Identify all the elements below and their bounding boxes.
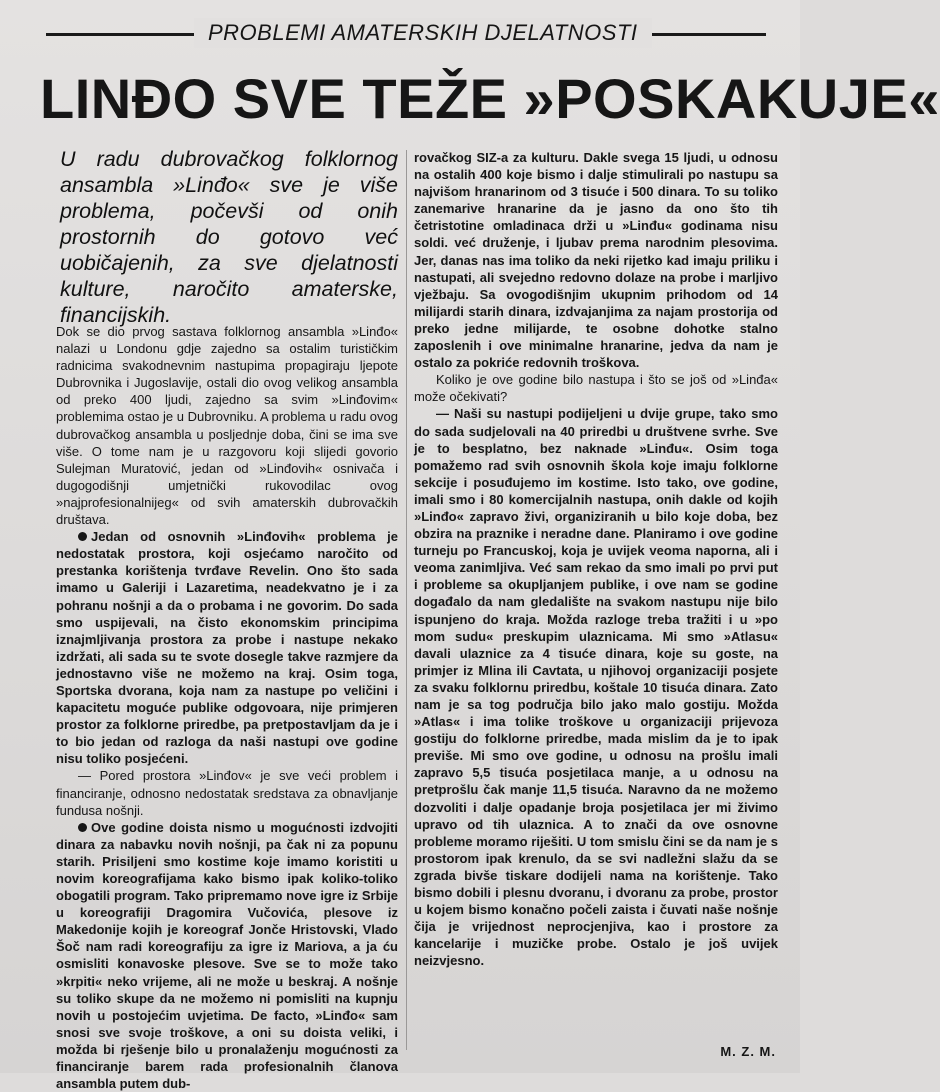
paragraph-question-financing: — Pored prostora »Linđov« je sve veći problem i financiranje, odnosno nedostatak sredstava za obnavljanje fundusa nošnji.: [56, 768, 398, 818]
paragraph-intro: Dok se dio prvog sastava folklornog ansambla »Linđo« nalazi u Londonu gdje zajedno sa ostalim turističkim radnicima svakodnevnim nastupima propagiraju ljepote Dubrovnika i Jugoslavije, ostali dio ovog velikog ansambla od preko 400 ljudi, zajedno sa svim »Linđovim« problemima ostao je u Dubrovniku. A problema u radu ovog dubrovačkog ansambla u posljednje doba, čini se ima sve više. O tome nam je u razgovoru koji slijedi govorio Sulejman Muratović, jedan od »Linđovih« osnivača i dugogodišnji umjetnički rukovodilac ovog »najprofesionalnijeg« od svih amaterskih dubrovačkih društava.: [56, 324, 398, 528]
paragraph-costumes: [56, 819, 398, 1092]
paragraph-space-problem: [56, 528, 398, 767]
headline: LINĐO SVE TEŽE »POSKAKUJE«: [40, 67, 940, 130]
bullet-icon: [78, 823, 87, 832]
paragraph-costumes-text: Ove godine doista nismo u mogućnosti izdvojiti dinara za nabavku novih nošnji, pa čak ni za popunu starih. Prisiljeni smo kostime koje imamo koristiti u novim koreografijama kako bismo ipak koliko-toliko obogatili program. Tako pripremamo nove igre iz Srbije u koreografiji Dragomira Vučovića, plesove iz Makedonije kojih je koreograf Jonče Hristovski, Vlado Šoč nam radi koreografiju za igre iz Mariova, a ja ću osmisliti konavoske plesove. Sve se to može tako »krpiti« neko vrijeme, ali ne može u beskraj. A nošnje su toliko skupe da ne možemo ni pomisliti na kupnju novih u postojećim uvjetima. De facto, »Linđo« sam snosi sve svoje troškove, a oni su doista veliki, i možda bi rješenje bilo u pronalaženju mogućnosti za financiranje barem rada profesionalnih članova ansambla putem dub-: [56, 819, 398, 1092]
column-divider: [406, 150, 407, 1050]
paragraph-question-performances: Koliko je ove godine bilo nastupa i što se još od »Linđa« može očekivati?: [414, 372, 778, 405]
bullet-icon: [78, 532, 87, 541]
left-column: [56, 323, 398, 1092]
paragraph-performances: — Naši su nastupi podijeljeni u dvije grupe, tako smo do sada sudjelovali na 40 priredbi u društvene svrhe. Sve je to besplatno, bez naknade »Linđu«. Osim toga pomažemo rad svih osnovnih škola koje imaju folklorne sekcije i posuđujemo im kostime. Isto tako, ove godine, imali smo i 80 komercijalnih nastupa, onih dakle od kojih »Linđo« zapravo živi, organiziranih u bilo koje doba, bez obzira na praznike i neradne dane. Planiramo i ove godine turneju po Francuskoj, koja je uvijek veoma naporna, ali i veoma zanimljiva. Već sam rekao da smo imali po prvi put i probleme sa okupljanjem publike, i ove nam se godine događalo da nam gledalište na svakom nastupu nije bilo ispunjeno do kraja. Možda razloge treba tražiti i u »po mom sudu« preskupim ulaznicama. Mi smo »Atlasu« davali ulaznice za 4 tisuće dinara, koje su goste, na primjer iz Mlina ili Cavtata, u njihovoj organizaciji posjete za svaku folklornu priredbu, koštale 10 tisuća dinara. Zato nam je sa tog područja bilo jako malo gostiju. Možda »Atlas« i ima tolike troškove u organizaciji prijevoza gostiju do folklorne priredbe, mada mislim da je to ipak previše. Mi smo ove godine, u odnosu na prošlu imali zapravo 5,5 tisuća posjetilaca manje, a u odnosu na pretprošlu čak manje 11,5 tisuća. Naravno da ne možemo dozvoliti i dalje opadanje broja posjetilaca jer mi živimo upravo od tih ulaznica. A to znači da ove osnovne probleme moramo riješiti. U tom smislu čini se da nam je s prostorom ipak krenulo, da se svi nadležni slažu da se zgrada bivše tiskare dodijeli nama na korištenje. Tako bismo dobili i plesnu dvoranu, i dvoranu za probe, prostor u kojem bismo konačno počeli zaista i čuvati naše nošnje čija je vrijednost neprocjenjiva, kao i prostore za kancelarije i muzičke probe. Ostalo je još uvijek neizvjesno.: [414, 406, 778, 969]
right-column: [414, 149, 778, 970]
paragraph-siz: rovačkog SIZ-a za kulturu. Dakle svega 15 ljudi, u odnosu na ostalih 400 koje bismo i dalje stimulirali po nastupu sa najvišom hranarinom od 3 tisuće i 500 dinara. To su toliko zanemarive hranarine da je jasno da ono što tih četristotine omladinaca drži u »Linđu« godinama nisu soldi. već druženje, i ljubav prema narodnim plesovima. Jer, danas nas ima toliko da neki rijetko kad imaju priliku i nastupati, ali svejedno redovno dolaze na probe i marljivo vježbaju. Sa ovogodišnjim ukupnim prihodom od 14 milijardi starih dinara, izdvajanjima za najam prostorija od preko jedne milijarde, te osobne dohotke stalno zaposlenih i ove minimalne hranarine, jedva da nam je ostalo za pokriće redovnih troškova.: [414, 150, 778, 371]
paragraph-space-problem-text: Jedan od osnovnih »Linđovih« problema je nedostatak prostora, koji osjećamo naročito od prestanka korištenja tvrđave Revelin. Ono što sada imamo u Galeriji i Lazaretima, neadekvatno je i za pohranu nošnji a da o probama i ne govorim. Do sada smo uspijevali, na čisto ekonomskim principima iznajmljivanja prostora za probe i nastupe nekako izdržati, ali sada su te svote dosegle takve razmjere da jednostavno više ne možemo na kraj. Osim toga, Sportska dvorana, koja nam za nastupe po veličini i kapacitetu moguće publike odgovoara, nije primjeren prostor za folklorne priredbe, pa pretpostavljam da je i to bio jedan od razloga da naši nastupi ove godine nisu toliko posjećeni.: [56, 529, 398, 767]
kicker-title: PROBLEMI AMATERSKIH DJELATNOSTI: [194, 18, 652, 48]
lead-paragraph: U radu dubrovačkog folklornog ansambla »Linđo« sve je više problema, počevši od onih prostornih do gotovo već uobičajenih, za sve djelatnosti kulture, naročito amaterske, financijskih.: [60, 147, 398, 327]
author-signature: M. Z. M.: [720, 1044, 776, 1059]
kicker-band: [46, 14, 766, 52]
